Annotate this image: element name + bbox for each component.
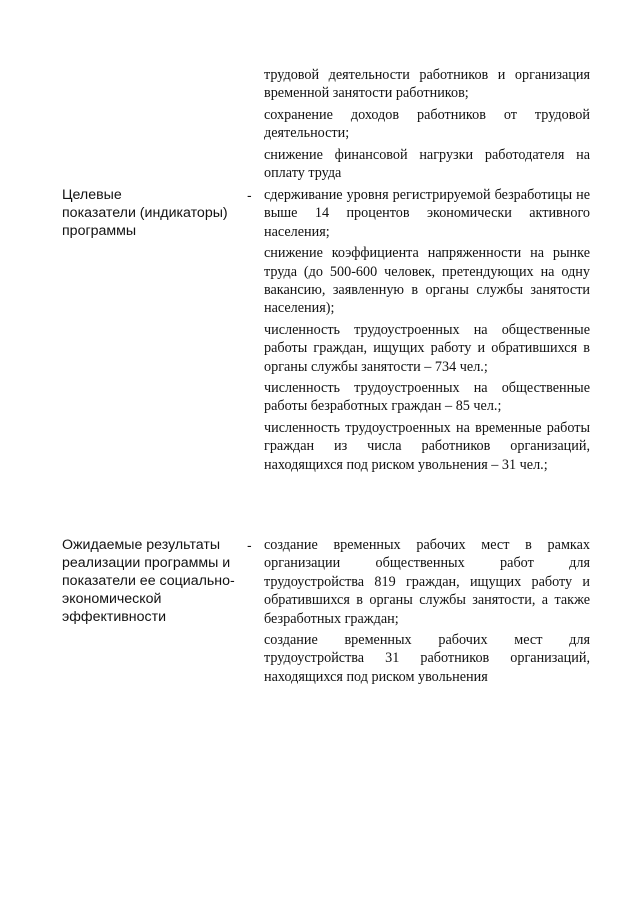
targets-content	[264, 186, 590, 477]
targets-label	[62, 186, 232, 240]
results-label	[62, 536, 235, 626]
results-label-line-3: показатели ее социально-	[62, 573, 235, 589]
results-dash: -	[247, 537, 252, 553]
results-label-line-5: эффективности	[62, 609, 167, 625]
targets-label-line-1: Целевые	[62, 187, 122, 203]
results-label-line-2: реализации программы и	[62, 555, 231, 571]
results-label-line-4: экономической	[62, 591, 162, 607]
results-label-line-1: Ожидаемые результаты	[62, 537, 221, 553]
targets-item-2: снижение коэффициента напряженности на рынке труда (до 500-600 человек, претендующих на одну вакансию, заявленную в органы службы занятости населения);	[264, 245, 590, 317]
continued-content	[264, 66, 590, 185]
results-item-1: создание временных рабочих мест в рамках организации общественных работ для трудоустройства 819 граждан, ищущих работу и обратившихся в органы службы занятости, а также безработных граждан;	[264, 537, 590, 627]
targets-label-line-2: показатели (индикаторы)	[62, 205, 228, 221]
targets-item-4: численность трудоустроенных на общественные работы безработных граждан – 85 чел.;	[264, 380, 590, 415]
targets-item-5: численность трудоустроенных на временные работы граждан из числа работников организаций, находящихся под риском увольнения – 31 чел.;	[264, 419, 590, 473]
targets-dash: -	[247, 187, 252, 203]
continued-paragraph-1: трудовой деятельности работников и организация временной занятости работников;	[264, 67, 590, 102]
results-content	[264, 536, 590, 689]
continued-paragraph-2: сохранение доходов работников от трудовой деятельности;	[264, 106, 590, 142]
targets-item-3: численность трудоустроенных на общественные работы граждан, ищущих работу и обратившихся в органы службы занятости – 734 чел.;	[264, 321, 590, 375]
continued-paragraph-3: снижение финансовой нагрузки работодателя на оплату труда	[264, 146, 590, 182]
targets-item-1: сдерживание уровня регистрируемой безработицы не выше 14 процентов экономически активного населения;	[264, 187, 590, 240]
targets-label-line-3: программы	[62, 223, 137, 239]
results-item-2: создание временных рабочих мест для трудоустройства 31 работников организаций, находящихся под риском увольнения	[264, 632, 590, 685]
